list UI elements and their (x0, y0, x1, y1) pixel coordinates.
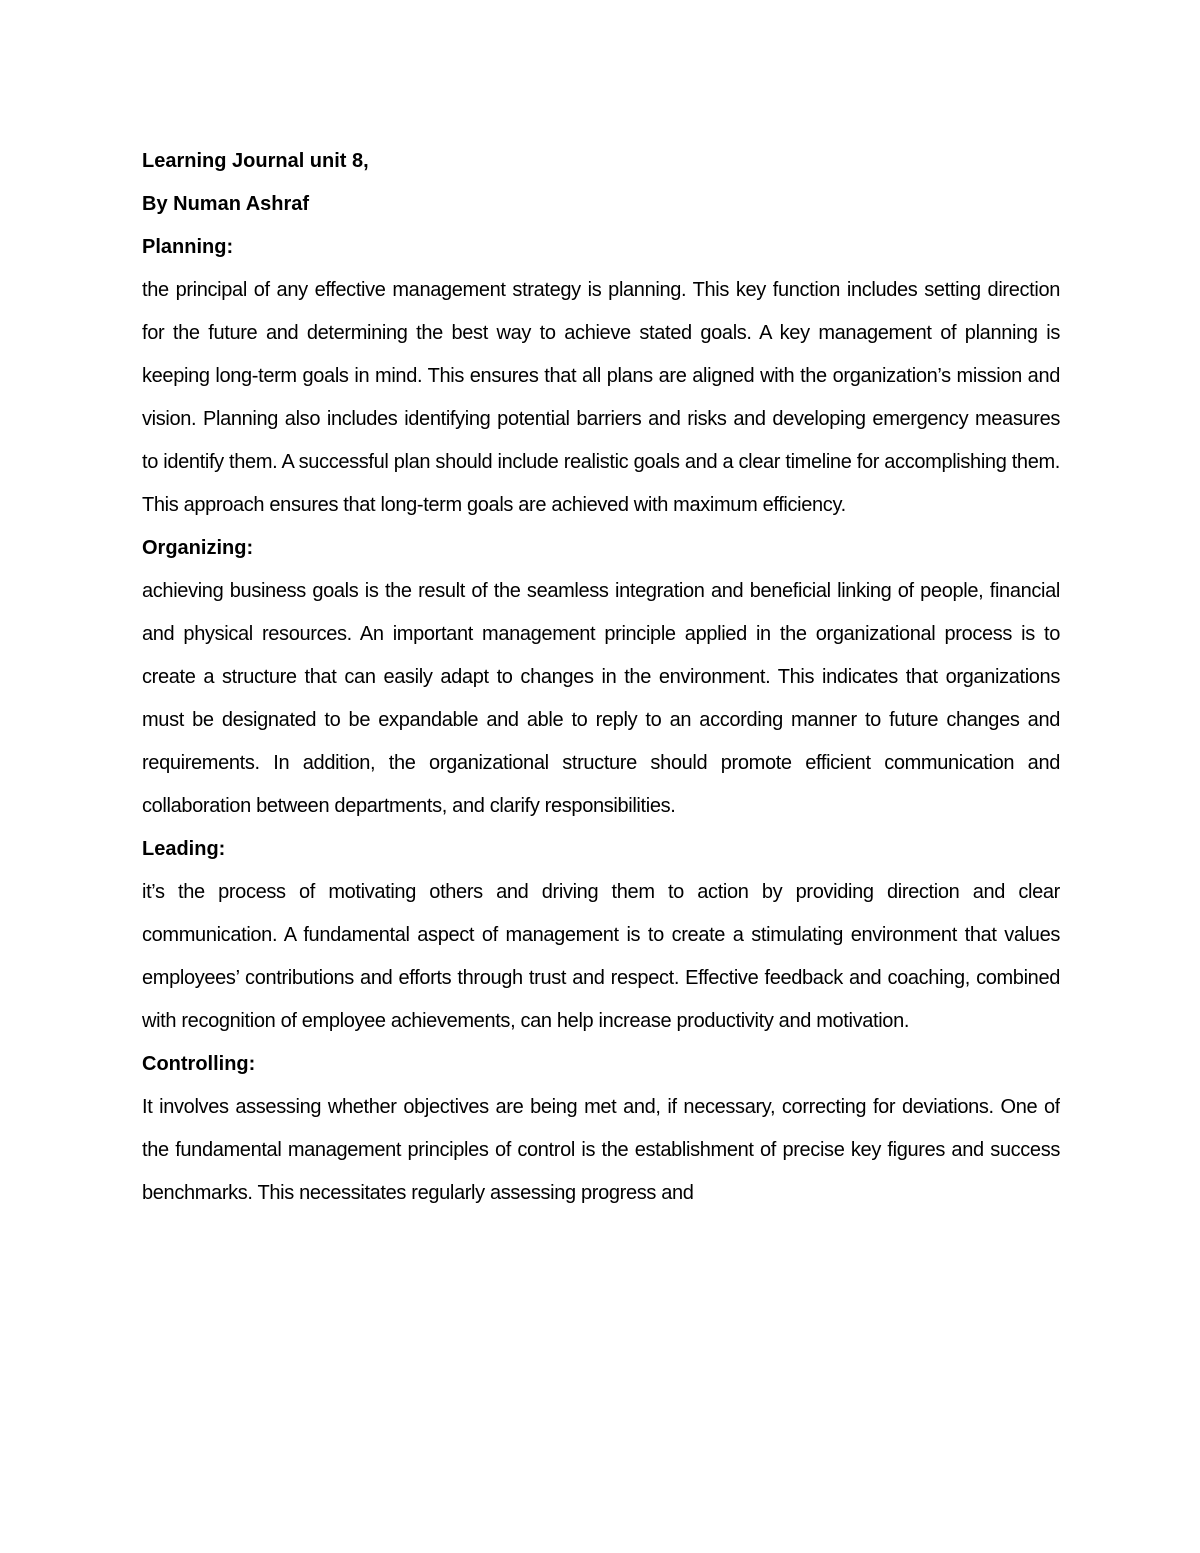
section-body-organizing: achieving business goals is the result of the seamless integration and beneficial linking of people, financial and physical resources. An important management principle applied in the organizational process is to create a structure that can easily adapt to changes in the environment. This indicates that organizations must be designated to be expandable and able to reply to an according manner to future changes and requirements. In addition, the organizational structure should promote efficient communication and collaboration between departments, and clarify responsibilities. (142, 580, 1060, 817)
document-content (142, 140, 1060, 1215)
section-body-leading: it’s the process of motivating others and driving them to action by providing direction and clear communication. A fundamental aspect of management is to create a stimulating environment that values employees’ contributions and efforts through trust and respect. Effective feedback and coaching, combined with recognition of employee achievements, can help increase productivity and motivation. (142, 881, 1060, 1032)
document-title: Learning Journal unit 8, (142, 150, 369, 172)
document-author: By Numan Ashraf (142, 193, 310, 215)
section-heading-leading: Leading: (142, 838, 226, 860)
section-heading-controlling: Controlling: (142, 1053, 256, 1075)
section-body-controlling: It involves assessing whether objectives are being met and, if necessary, correcting for deviations. One of the fundamental management principles of control is the establishment of precise key figures and success benchmarks. This necessitates regularly assessing progress and (142, 1096, 1060, 1204)
section-body-planning: the principal of any effective management strategy is planning. This key function includes setting direction for the future and determining the best way to achieve stated goals. A key management of planning is keeping long-term goals in mind. This ensures that all plans are aligned with the organization’s mission and vision. Planning also includes identifying potential barriers and risks and developing emergency measures to identify them. A successful plan should include realistic goals and a clear timeline for accomplishing them. This approach ensures that long-term goals are achieved with maximum efficiency. (142, 279, 1060, 516)
section-heading-organizing: Organizing: (142, 537, 254, 559)
section-heading-planning: Planning: (142, 236, 234, 258)
